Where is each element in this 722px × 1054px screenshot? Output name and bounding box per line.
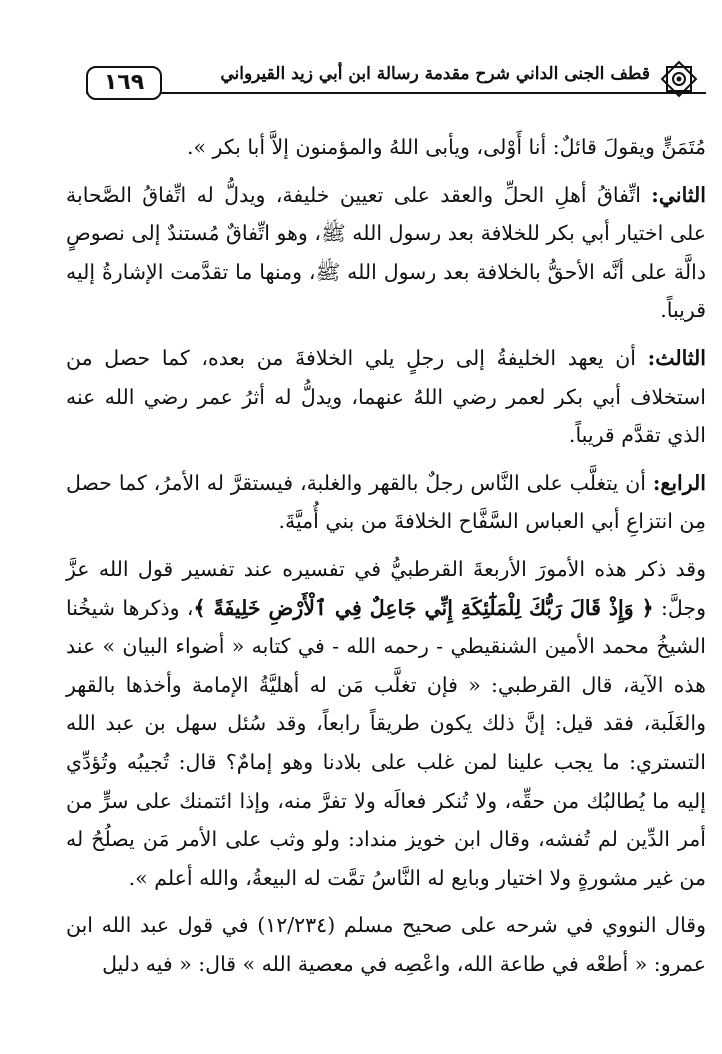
running-header bbox=[86, 58, 706, 98]
paragraph-2 bbox=[66, 176, 706, 330]
page-number: ١٦٩ bbox=[86, 66, 162, 100]
paragraph-6 bbox=[66, 906, 706, 983]
paragraph-text: أن يتغلَّب على النَّاس رجلٌ بالقهر والغلبة، فيستقرَّ له الأمرُ، كما حصل مِن انتزاعِ أبي العباس السَّفَّاح الخلافةَ من بني أُميَّةَ. bbox=[66, 470, 706, 534]
paragraph-heading: الرابع: bbox=[652, 470, 706, 495]
paragraph-heading: الثاني: bbox=[651, 182, 706, 207]
star-ornament-icon bbox=[658, 58, 700, 100]
header-rule bbox=[86, 92, 706, 94]
paragraph-text: اتِّفاقُ أهلِ الحلِّ والعقد على تعيين خليفة، ويدلُّ له اتِّفاقُ الصَّحابة على اختيار أبي بكر للخلافة بعد رسول الله ﷺ، وهو اتِّفاقٌ مُستندٌ إلى نصوصٍ دالَّة على أنَّه الأحقُّ بالخلافة بعد رسول الله ﷺ، ومنها ما تقدَّمت الإشارةُ إليه قريباً. bbox=[66, 182, 706, 323]
paragraph-3 bbox=[66, 339, 706, 455]
quran-verse: ﴿ وَإِذْ قَالَ رَبُّكَ لِلْمَلَٰٓئِكَةِ إِنِّي جَاعِلٌ فِي ٱلْأَرْضِ خَلِيفَةً ﴾ bbox=[193, 595, 654, 620]
paragraph-text: أن يعهد الخليفةُ إلى رجلٍ يلي الخلافةَ من بعده، كما حصل من استخلاف أبي بكر لعمر رضي اللهُ عنهما، ويدلُّ له أثرُ عمر رضي الله عنه الذي تقدَّم قريباً. bbox=[66, 345, 706, 448]
book-title: قطف الجنى الداني شرح مقدمة رسالة ابن أبي زيد القيرواني bbox=[220, 64, 650, 84]
paragraph-text: وقال النووي في شرحه على صحيح مسلم (١٢/٢٣٤) في قول عبد الله ابن عمرو: « أطعْه في طاعة الله، واعْصِه في معصية الله » قال: « فيه دليل bbox=[66, 913, 707, 976]
paragraph-text: وقد ذكر هذه الأمورَ الأربعةَ القرطبيُّ في تفسيره عند تفسير قول الله عزَّ وجلَّ: bbox=[66, 556, 706, 620]
paragraph-heading: الثالث: bbox=[647, 345, 706, 370]
paragraph-1 bbox=[66, 128, 706, 167]
paragraph-text-tail: ، وذكرها شيخُنا الشيخُ محمد الأمين الشنقيطي - رحمه الله - في كتابه « أضواء البيان » عند هذه الآية، قال القرطبي: « فإن تغلَّب مَن له أهليَّةُ الإمامة وأخذها بالقهر والغَلَبة، فقد قيل: إنَّ ذلك يكون طريقاً رابعاً، وقد سُئل سهل بن عبد الله التستري: ما يجب علينا لمن غلب على بلادنا وهو إمامٌ؟ قال: تُجيبُه وتُؤدِّي إليه ما يُطالبُك من حقِّه، ولا تُنكر فعالَه ولا تفرَّ منه، وإذا ائتمنك على سرٍّ من أمر الدِّين لم تُفشه، وقال ابن خويز منداد: ولو وثب على الأمر مَن يصلُحُ له من غير مشورةٍ ولا اختيار وبايع له النَّاسُ تمَّت له البيعةُ، والله أعلم ». bbox=[66, 595, 706, 890]
paragraph-5 bbox=[66, 550, 706, 897]
paragraph-text: مُتَمَنٍّ ويقولَ قائلٌ: أنا أَوْلى، ويأبى اللهُ والمؤمنون إلاَّ أبا بكر ». bbox=[186, 135, 706, 159]
page-body bbox=[66, 128, 706, 992]
paragraph-4 bbox=[66, 464, 706, 541]
